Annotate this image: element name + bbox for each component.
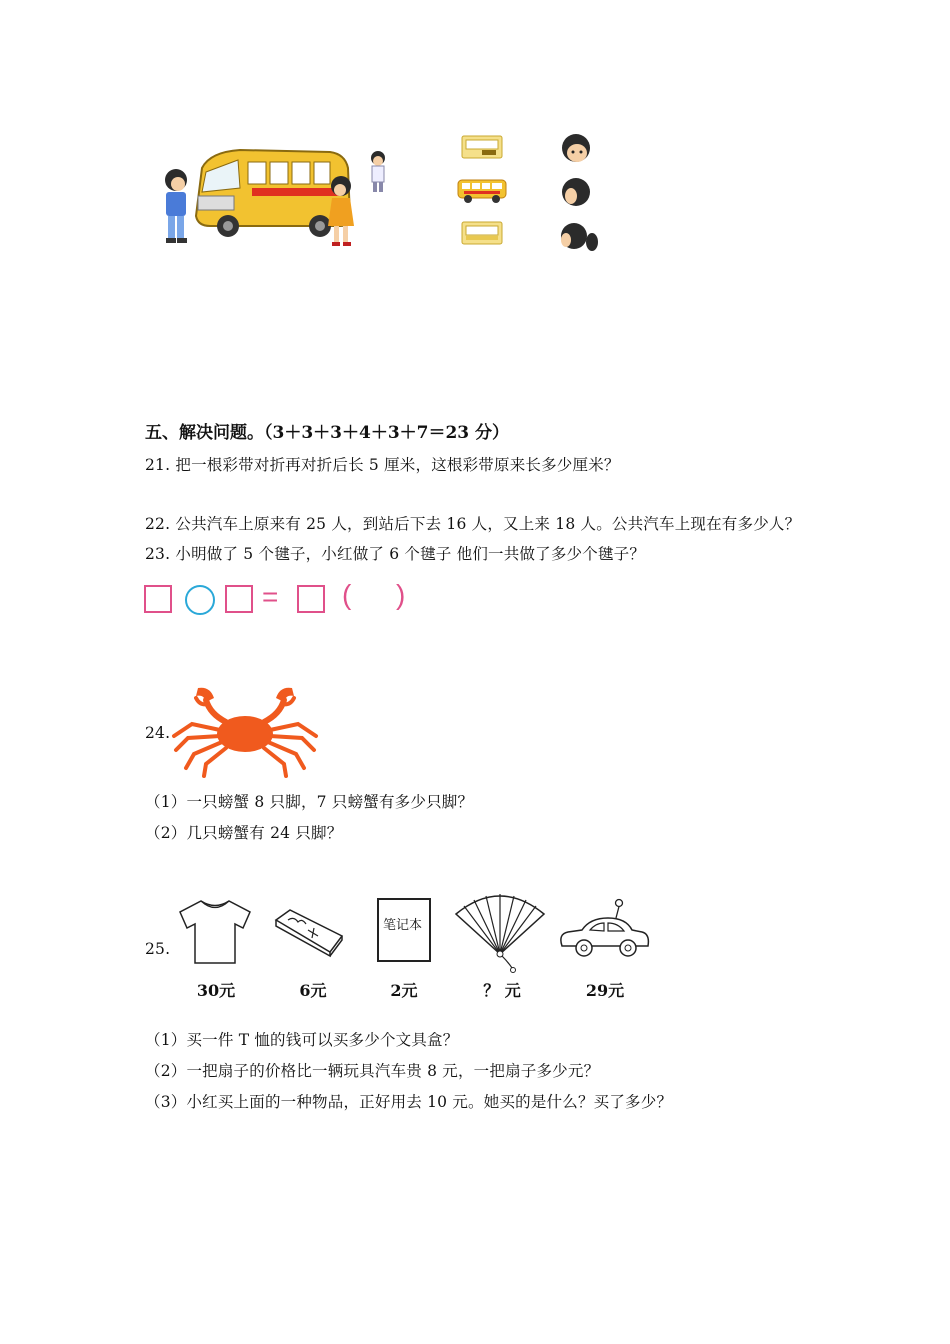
- unit-paren-close: ): [396, 579, 406, 610]
- question-25-sub3: （3）小红买上面的一种物品，正好用去 10 元。她买的是什么？买了多少？: [145, 1093, 673, 1111]
- crab-illustration: [170, 684, 320, 778]
- question-22: 22. 公共汽车上原来有 25 人，到站后下去 16 人，又上来 18 人。公共汽车上现在有多少人？: [145, 515, 801, 533]
- toy-car-price: 29元: [585, 981, 625, 1000]
- tshirt-icon: [177, 898, 253, 966]
- pencil-case-icon: [270, 906, 346, 958]
- notebook-label: 笔记本: [383, 918, 423, 933]
- unit-paren-open: (: [342, 579, 352, 610]
- bus-scene-illustration: [140, 138, 410, 253]
- toy-car-icon: [556, 898, 652, 968]
- answer-box[interactable]: [144, 585, 172, 613]
- question-25-number: 25.: [145, 940, 171, 958]
- children-heads-illustration: [556, 132, 604, 256]
- bus-views-illustration: [456, 132, 512, 252]
- equals-sign: =: [262, 581, 279, 612]
- notebook-icon: [377, 898, 431, 962]
- question-24-number: 24.: [145, 724, 171, 742]
- pencil-case-price: 6元: [299, 981, 327, 1000]
- answer-box[interactable]: [225, 585, 253, 613]
- question-24-sub2: （2）几只螃蟹有 24 只脚？: [145, 824, 343, 842]
- equation-template: [144, 579, 424, 619]
- fan-price: ？ 元: [483, 981, 521, 1000]
- fan-icon: [452, 892, 548, 974]
- question-25-sub1: （1）买一件 T 恤的钱可以买多少个文具盒？: [145, 1031, 459, 1049]
- operator-circle[interactable]: [185, 585, 215, 615]
- answer-box[interactable]: [297, 585, 325, 613]
- tshirt-price: 30元: [196, 981, 236, 1000]
- notebook-price: 2元: [390, 981, 418, 1000]
- question-24-sub1: （1）一只螃蟹 8 只脚，7 只螃蟹有多少只脚？: [145, 793, 474, 811]
- section-title: 五、解决问题。（3＋3＋3＋4＋3＋7＝23 分）: [145, 423, 510, 443]
- question-25-sub2: （2）一把扇子的价格比一辆玩具汽车贵 8 元，一把扇子多少元？: [145, 1062, 600, 1080]
- question-21: 21. 把一根彩带对折再对折后长 5 厘米，这根彩带原来长多少厘米？: [145, 456, 620, 474]
- question-23: 23. 小明做了 5 个毽子，小红做了 6 个毽子 他们一共做了多少个毽子？: [145, 545, 646, 563]
